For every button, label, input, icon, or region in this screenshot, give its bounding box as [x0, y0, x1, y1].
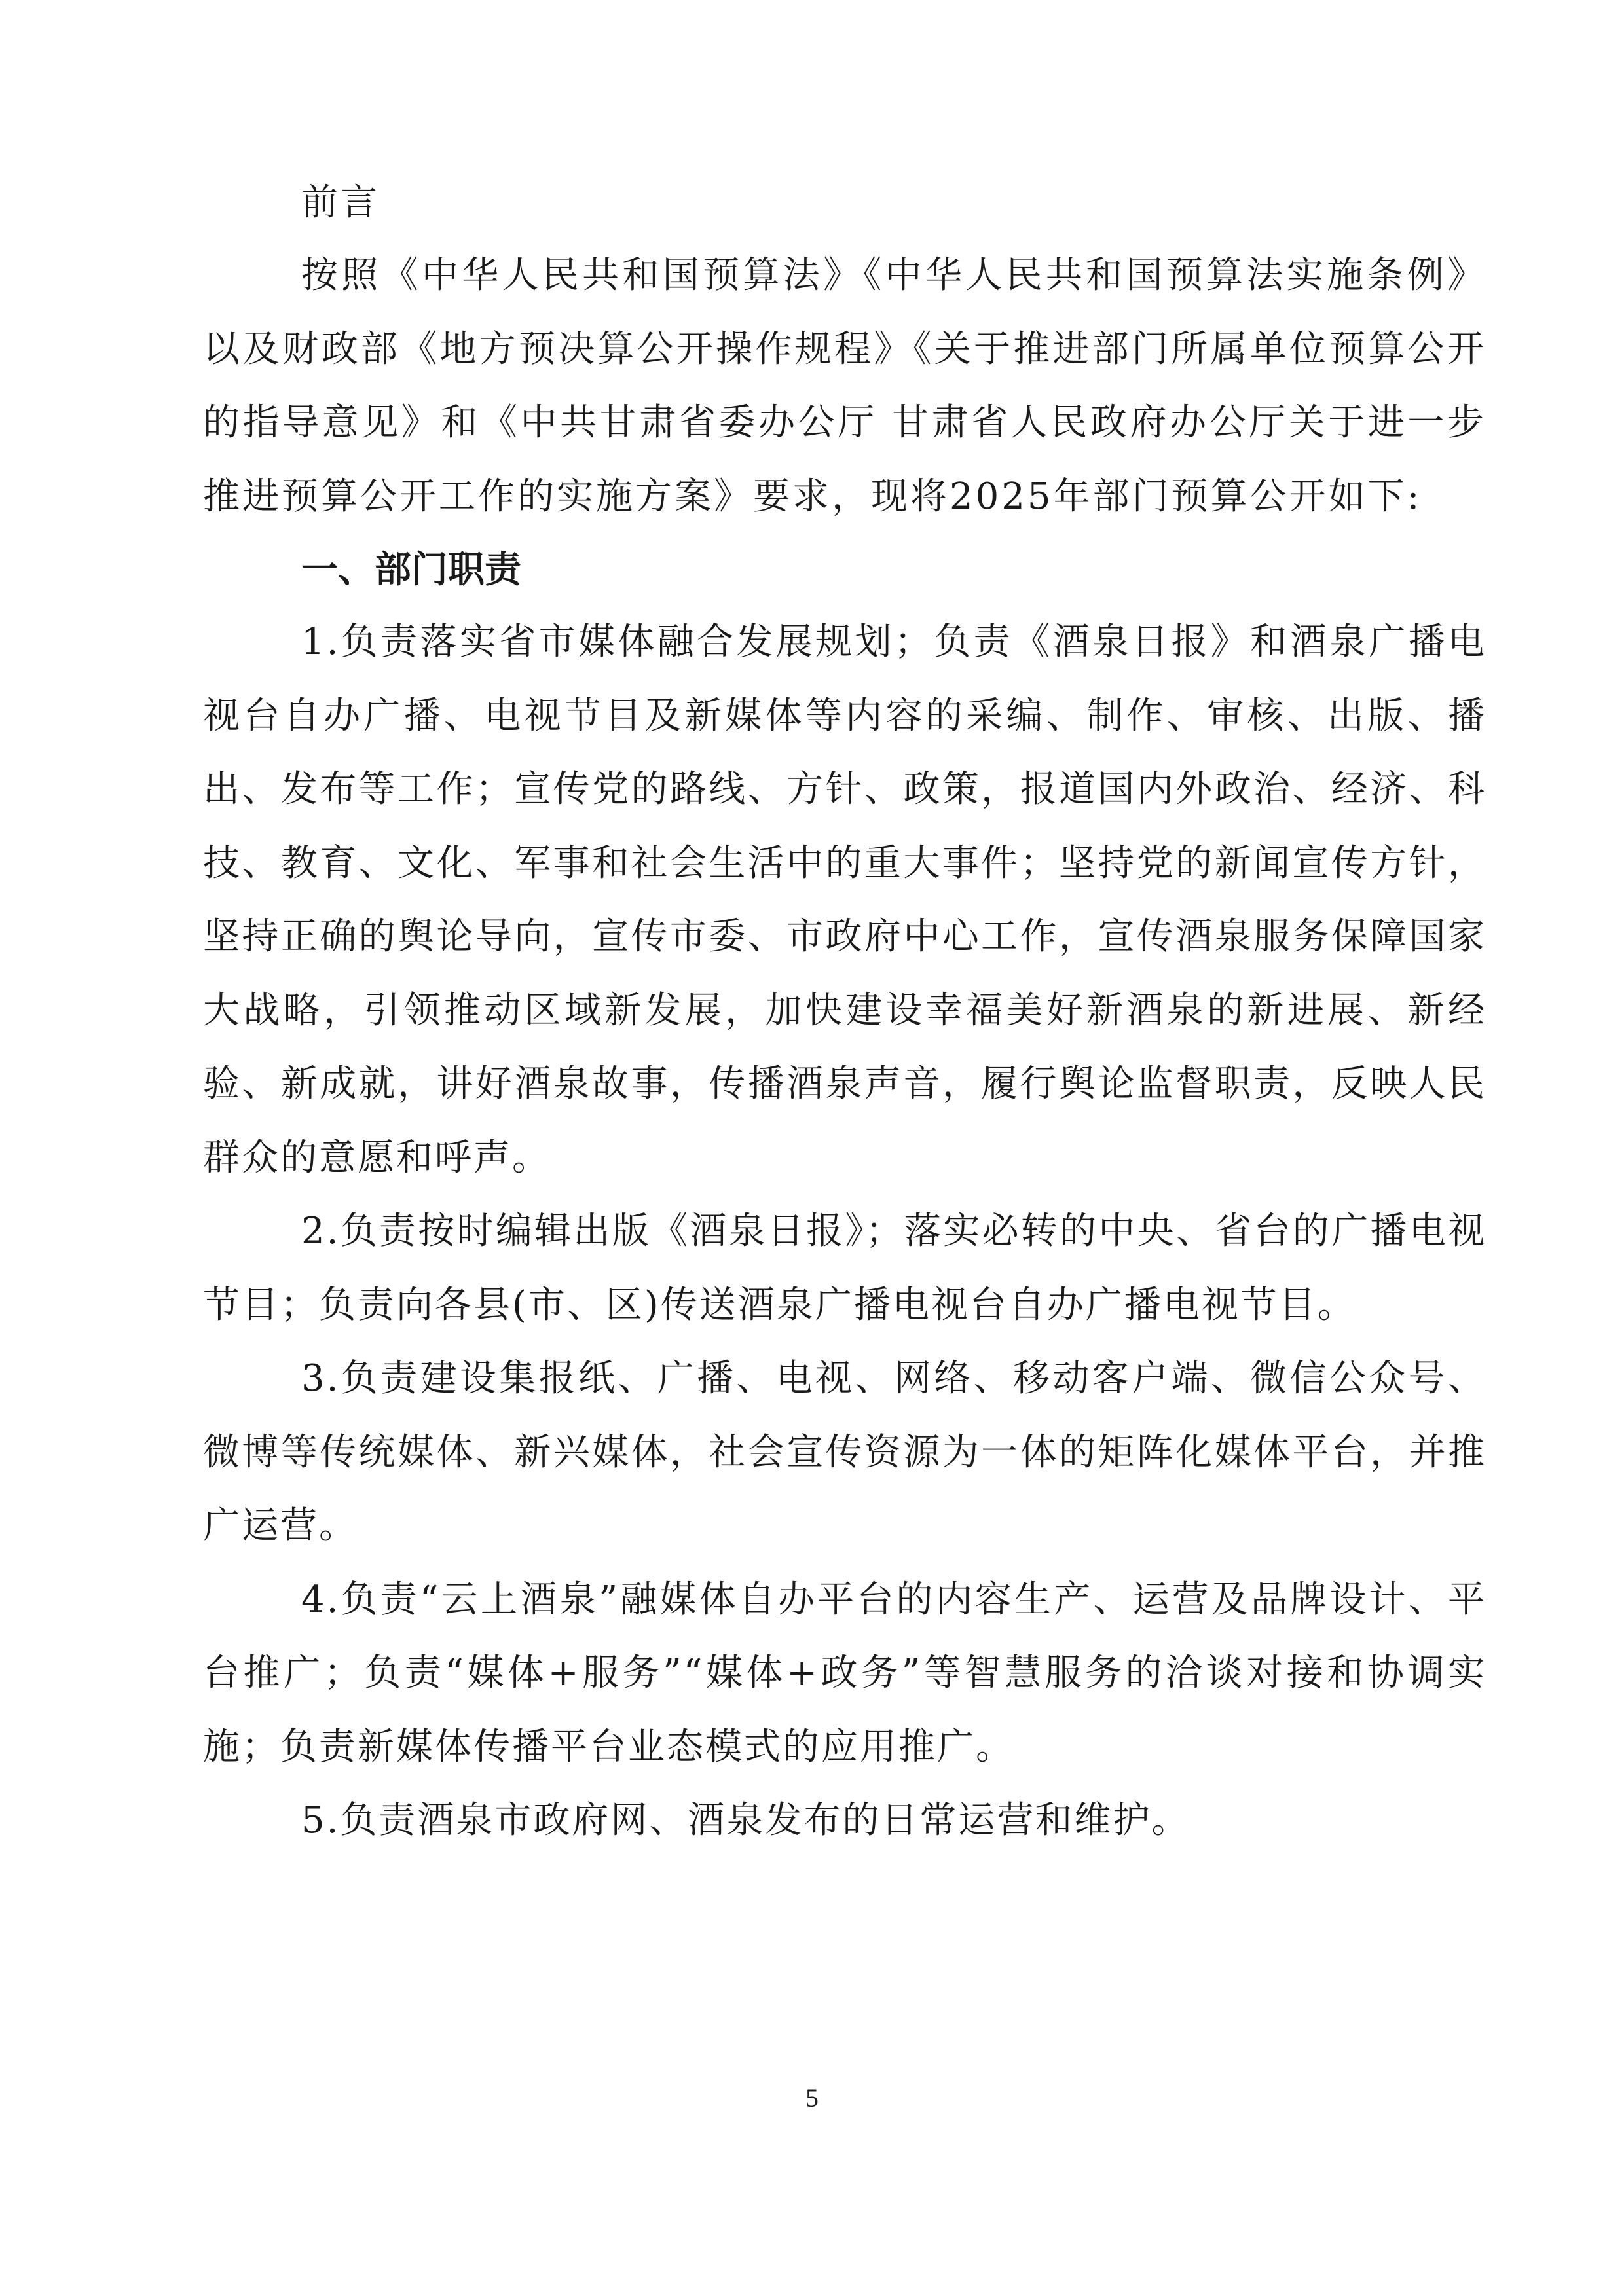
- duty-item-2: 2.负责按时编辑出版《酒泉日报》；落实必转的中央、省台的广播电视节目；负责向各县(市、区)传送酒泉广播电视台自办广播电视节目。: [203, 1210, 1486, 1326]
- section-title-department-duties: 一、部门职责: [301, 548, 521, 591]
- duty-item-5: 5.负责酒泉市政府网、酒泉发布的日常运营和维护。: [301, 1799, 1190, 1842]
- duty-item-4: 4.负责“云上酒泉”融媒体自办平台的内容生产、运营及品牌设计、平台推广；负责“媒体+服务”“媒体+政务”等智慧服务的洽谈对接和协调实施；负责新媒体传播平台业态模式的应用推广。: [203, 1578, 1486, 1768]
- preface-paragraph: 按照《中华人民共和国预算法》《中华人民共和国预算法实施条例》以及财政部《地方预决算公开操作规程》《关于推进部门所属单位预算公开的指导意见》和《中共甘肃省委办公厅 甘肃省人民政府办公厅关于进一步推进预算公开工作的实施方案》要求，现将2025年部门预算公开如下:: [203, 254, 1486, 518]
- page-number: 5: [805, 2083, 819, 2113]
- document-body: [203, 167, 1486, 1858]
- duty-item-3: 3.负责建设集报纸、广播、电视、网络、移动客户端、微信公众号、微博等传统媒体、新兴媒体，社会宣传资源为一体的矩阵化媒体平台，并推广运营。: [203, 1357, 1486, 1547]
- duty-item-1: 1.负责落实省市媒体融合发展规划；负责《酒泉日报》和酒泉广播电视台自办广播、电视节目及新媒体等内容的采编、制作、审核、出版、播出、发布等工作；宣传党的路线、方针、政策，报道国内外政治、经济、科技、教育、文化、军事和社会生活中的重大事件；坚持党的新闻宣传方针，坚持正确的舆论导向，宣传市委、市政府中心工作，宣传酒泉服务保障国家大战略，引领推动区域新发展，加快建设幸福美好新酒泉的新进展、新经验、新成就，讲好酒泉故事，传播酒泉声音，履行舆论监督职责，反映人民群众的意愿和呼声。: [203, 621, 1486, 1179]
- preface-title: 前言: [301, 181, 380, 224]
